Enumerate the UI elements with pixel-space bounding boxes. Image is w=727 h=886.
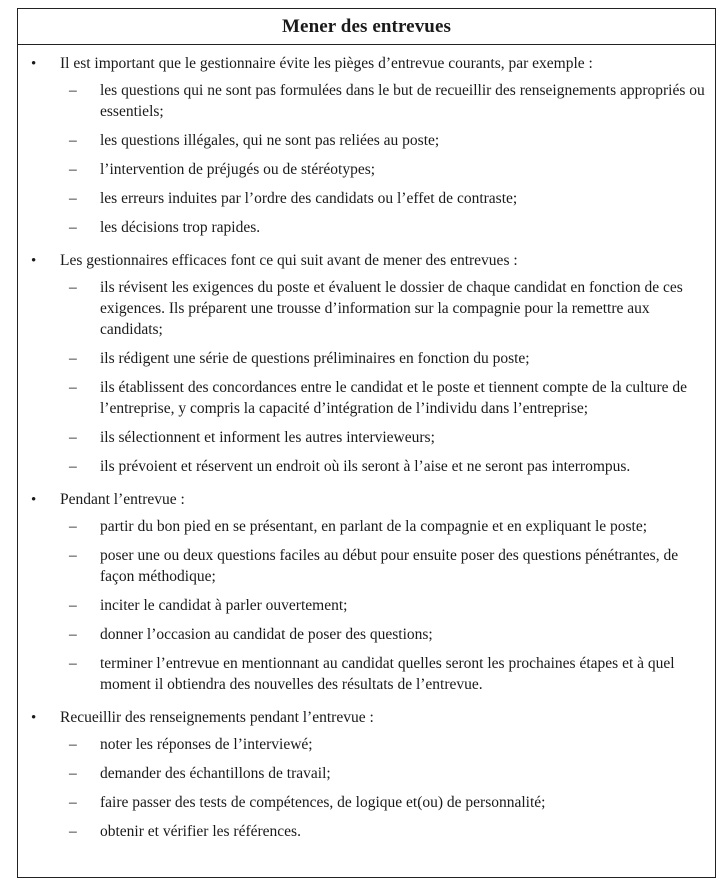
- box-title: Mener des entrevues: [18, 9, 715, 45]
- list-item: [18, 188, 715, 209]
- section-heading: [18, 707, 715, 729]
- bullet-icon: •: [31, 492, 37, 508]
- list-item-text: faire passer des tests de compétences, de logique et(ou) de personnalité;: [100, 794, 546, 811]
- info-box: [17, 8, 716, 878]
- list-item-text: noter les réponses de l’interviewé;: [100, 736, 313, 753]
- list-item-text: terminer l’entrevue en mentionnant au candidat quelles seront les prochaines étapes et à quel moment il obtiendra des nouvelles des résultats de l’entrevue.: [100, 655, 675, 693]
- list-item-text: l’intervention de préjugés ou de stéréotypes;: [100, 161, 376, 178]
- section-heading: [18, 250, 715, 272]
- list-item-text: partir du bon pied en se présentant, en parlant de la compagnie et en expliquant le poste;: [100, 518, 648, 535]
- section-during-interview: [18, 489, 715, 695]
- dash-icon: –: [69, 132, 77, 149]
- list-item: [18, 595, 715, 616]
- list-item: [18, 734, 715, 755]
- dash-icon: –: [69, 823, 77, 840]
- dash-icon: –: [69, 626, 77, 643]
- section-heading-text: Pendant l’entrevue :: [60, 491, 185, 508]
- section-before-interviews: [18, 250, 715, 477]
- list-item: [18, 516, 715, 537]
- list-item: [18, 427, 715, 448]
- section-heading-text: Recueillir des renseignements pendant l’entrevue :: [60, 709, 374, 726]
- section-avoid-pitfalls: [18, 53, 715, 238]
- list-item-text: les questions illégales, qui ne sont pas reliées au poste;: [100, 132, 440, 149]
- dash-icon: –: [69, 736, 77, 753]
- dash-icon: –: [69, 279, 77, 296]
- bullet-icon: •: [31, 56, 37, 72]
- list-item-text: les erreurs induites par l’ordre des candidats ou l’effet de contraste;: [100, 190, 518, 207]
- list-item-text: ils établissent des concordances entre le candidat et le poste et tiennent compte de la culture de l’entreprise, y compris la capacité d’intégration de l’individu dans l’entreprise;: [100, 379, 688, 417]
- list-item: [18, 348, 715, 369]
- list-item: [18, 624, 715, 645]
- dash-icon: –: [69, 350, 77, 367]
- dash-icon: –: [69, 458, 77, 475]
- list-item-text: inciter le candidat à parler ouvertement;: [100, 597, 348, 614]
- list-item-text: obtenir et vérifier les références.: [100, 823, 301, 840]
- list-item: [18, 545, 715, 587]
- bullet-icon: •: [31, 710, 37, 726]
- dash-icon: –: [69, 82, 77, 99]
- list-item: [18, 159, 715, 180]
- dash-icon: –: [69, 655, 77, 672]
- list-item-text: ils révisent les exigences du poste et évaluent le dossier de chaque candidat en fonction de ces exigences. Ils préparent une trousse d’information sur la compagnie pour la remettre aux candidats;: [100, 279, 683, 338]
- list-item: [18, 377, 715, 419]
- list-item-text: demander des échantillons de travail;: [100, 765, 331, 782]
- section-heading: [18, 53, 715, 75]
- section-collect-information: [18, 707, 715, 842]
- list-item: [18, 80, 715, 122]
- section-heading: [18, 489, 715, 511]
- list-item: [18, 821, 715, 842]
- list-item: [18, 456, 715, 477]
- dash-icon: –: [69, 429, 77, 446]
- list-item-text: poser une ou deux questions faciles au début pour ensuite poser des questions pénétrantes, de façon méthodique;: [100, 547, 679, 585]
- section-heading-text: Il est important que le gestionnaire évite les pièges d’entrevue courants, par exemple :: [60, 55, 593, 72]
- dash-icon: –: [69, 765, 77, 782]
- dash-icon: –: [69, 379, 77, 396]
- list-item-text: donner l’occasion au candidat de poser des questions;: [100, 626, 433, 643]
- dash-icon: –: [69, 547, 77, 564]
- dash-icon: –: [69, 794, 77, 811]
- dash-icon: –: [69, 190, 77, 207]
- section-heading-text: Les gestionnaires efficaces font ce qui suit avant de mener des entrevues :: [60, 252, 518, 269]
- list-item: [18, 763, 715, 784]
- list-item-text: ils sélectionnent et informent les autres intervieweurs;: [100, 429, 435, 446]
- list-item: [18, 792, 715, 813]
- box-content: [18, 45, 715, 842]
- bullet-icon: •: [31, 253, 37, 269]
- dash-icon: –: [69, 597, 77, 614]
- dash-icon: –: [69, 161, 77, 178]
- list-item: [18, 277, 715, 340]
- list-item-text: les décisions trop rapides.: [100, 219, 261, 236]
- dash-icon: –: [69, 518, 77, 535]
- list-item: [18, 130, 715, 151]
- list-item-text: ils prévoient et réservent un endroit où ils seront à l’aise et ne seront pas interrompus.: [100, 458, 631, 475]
- list-item-text: ils rédigent une série de questions préliminaires en fonction du poste;: [100, 350, 530, 367]
- list-item: [18, 217, 715, 238]
- list-item: [18, 653, 715, 695]
- list-item-text: les questions qui ne sont pas formulées dans le but de recueillir des renseignements appropriés ou essentiels;: [100, 82, 705, 120]
- dash-icon: –: [69, 219, 77, 236]
